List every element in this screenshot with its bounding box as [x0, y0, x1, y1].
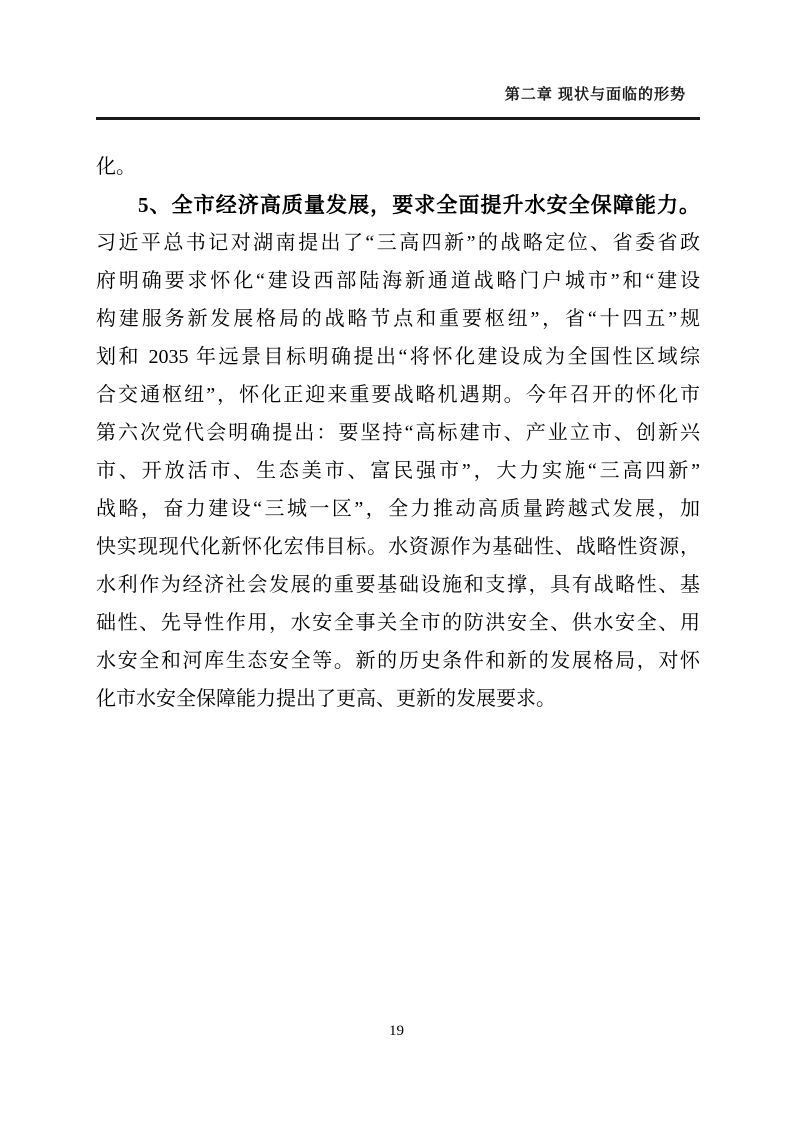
paragraph-line: 府明确要求怀化“建设西部陆海新通道战略门户城市”和“建设: [96, 270, 700, 292]
paragraph-line: 化市水安全保障能力提出了更高、更新的发展要求。: [96, 688, 556, 710]
chapter-running-header: 第二章 现状与面临的形势: [504, 86, 686, 103]
page-footer: [0, 1022, 793, 1040]
paragraph-line: 水利作为经济社会发展的重要基础设施和支撑，具有战略性、基: [96, 574, 700, 596]
page-number: 19: [389, 1023, 404, 1039]
document-body: [96, 148, 700, 718]
paragraph-line: 市、开放活市、生态美市、富民强市”，大力实施“三高四新”: [96, 460, 700, 482]
header-rule-divider: [96, 117, 700, 120]
paragraph-line: 战略，奋力建设“三城一区”，全力推动高质量跨越式发展，加: [96, 498, 700, 520]
paragraph-line: 水安全和河库生态安全等。新的历史条件和新的发展格局，对怀: [96, 650, 700, 672]
paragraph-line: 划和 2035 年远景目标明确提出“将怀化建设成为全国性区域综: [96, 346, 700, 368]
paragraph-line: 第六次党代会明确提出：要坚持“高标建市、产业立市、创新兴: [96, 422, 700, 444]
paragraph-carryover-line: 化。: [96, 156, 136, 178]
paragraph-line: 构建服务新发展格局的战略节点和重要枢纽”，省“十四五”规: [96, 308, 700, 330]
paragraph-line: 快实现现代化新怀化宏伟目标。水资源作为基础性、战略性资源，: [96, 536, 700, 558]
paragraph-line: 合交通枢纽”，怀化正迎来重要战略机遇期。今年召开的怀化市: [96, 384, 700, 406]
paragraph-line: 础性、先导性作用，水安全事关全市的防洪安全、供水安全、用: [96, 612, 700, 634]
paragraph-line: 习近平总书记对湖南提出了“三高四新”的战略定位、省委省政: [96, 232, 700, 254]
section-heading: 5、全市经济高质量发展，要求全面提升水安全保障能力。: [138, 193, 700, 217]
